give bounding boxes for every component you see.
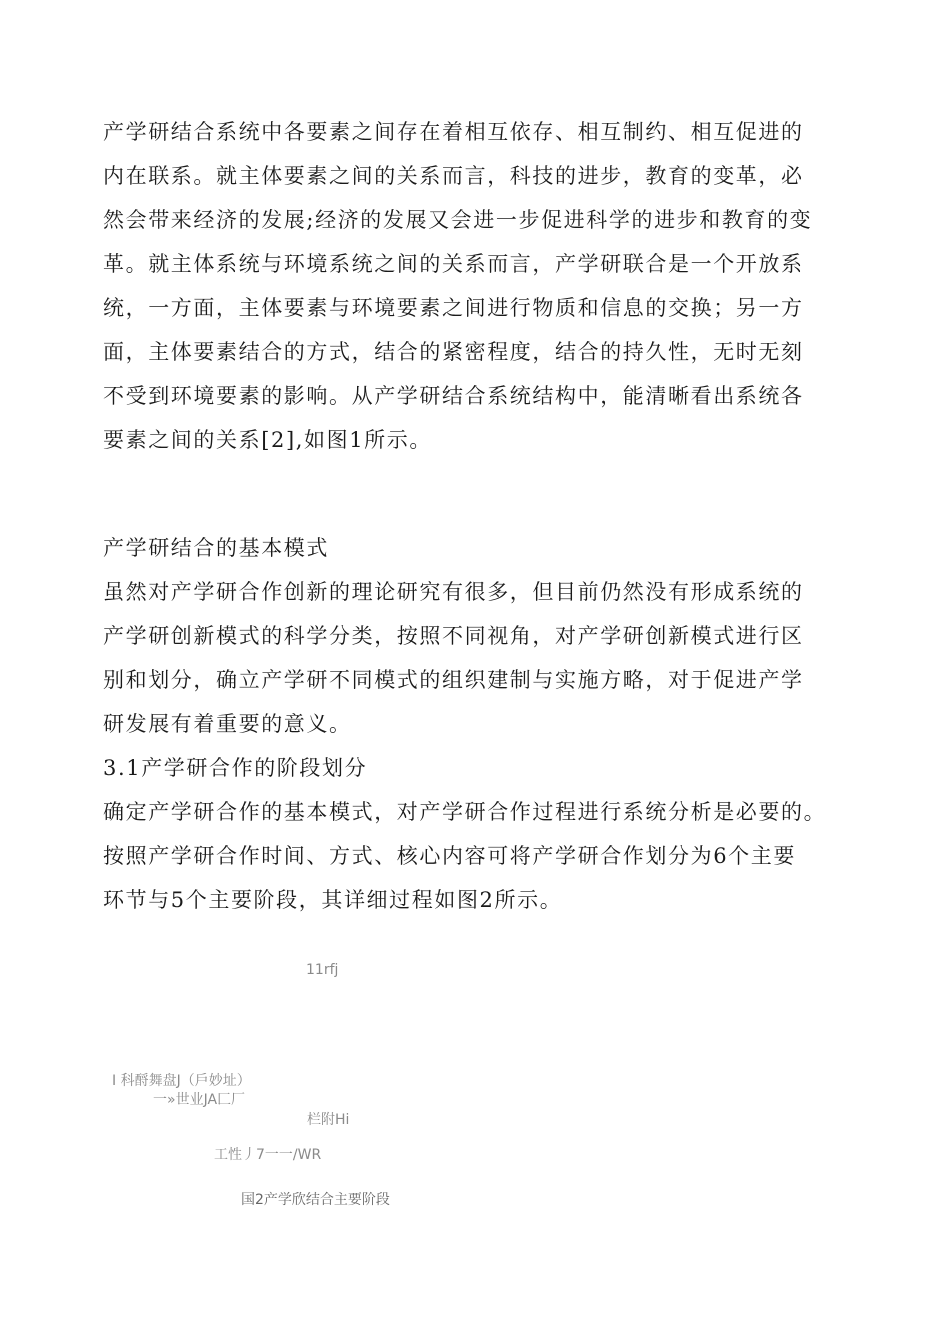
text-line: 不受到环境要素的影响。从产学研结合系统结构中，能清晰看出系统各: [103, 384, 804, 408]
paragraph-modes-intro: [103, 570, 863, 746]
text-line: 确定产学研合作的基本模式，对产学研合作过程进行系统分析是必要的。: [103, 800, 827, 824]
figure-caption: 国2产学欣结合主要阶段: [241, 1192, 390, 1208]
text-line: 要素之间的关系[2],如图1所示。: [103, 428, 432, 452]
paragraph-system-relations: [103, 110, 863, 462]
figure-label: 11rfj: [306, 962, 339, 978]
figure-label: 栏附Hi: [307, 1112, 350, 1128]
heading-text: 产学研结合的基本模式: [103, 536, 329, 560]
text-line: 虽然对产学研合作创新的理论研究有很多，但目前仍然没有形成系统的: [103, 580, 804, 604]
subsection-heading-stages: [103, 746, 863, 790]
text-line: 产学研创新模式的科学分类，按照不同视角，对产学研创新模式进行区: [103, 624, 804, 648]
text-line: 环节与5个主要阶段，其详细过程如图2所示。: [103, 888, 563, 912]
text-line: 然会带来经济的发展;经济的发展又会进一步促进科学的进步和教育的变: [103, 208, 813, 232]
text-line: 研发展有着重要的意义。: [103, 712, 352, 736]
figure-label: I 科酹舞盘J（戶妙址）: [112, 1073, 251, 1089]
text-line: 按照产学研合作时间、方式、核心内容可将产学研合作划分为6个主要: [103, 844, 796, 868]
text-line: 面，主体要素结合的方式，结合的紧密程度，结合的持久性，无时无刻: [103, 340, 804, 364]
text-line: 产学研结合系统中各要素之间存在着相互依存、相互制约、相互促进的: [103, 120, 804, 144]
paragraph-stages: [103, 790, 863, 922]
figure-label: 一»世业JA匚厂: [153, 1092, 246, 1108]
figure-label: 工性丿7一一/WR: [214, 1147, 322, 1163]
text-line: 别和划分，确立产学研不同模式的组织建制与实施方略，对于促进产学: [103, 668, 804, 692]
text-line: 统，一方面，主体要素与环境要素之间进行物质和信息的交换；另一方: [103, 296, 804, 320]
section-heading-basic-modes: [103, 526, 863, 570]
heading-text: 3.1产学研合作的阶段划分: [103, 756, 368, 780]
text-line: 内在联系。就主体要素之间的关系而言，科技的进步，教育的变革，必: [103, 164, 804, 188]
text-line: 革。就主体系统与环境系统之间的关系而言，产学研联合是一个开放系: [103, 252, 804, 276]
